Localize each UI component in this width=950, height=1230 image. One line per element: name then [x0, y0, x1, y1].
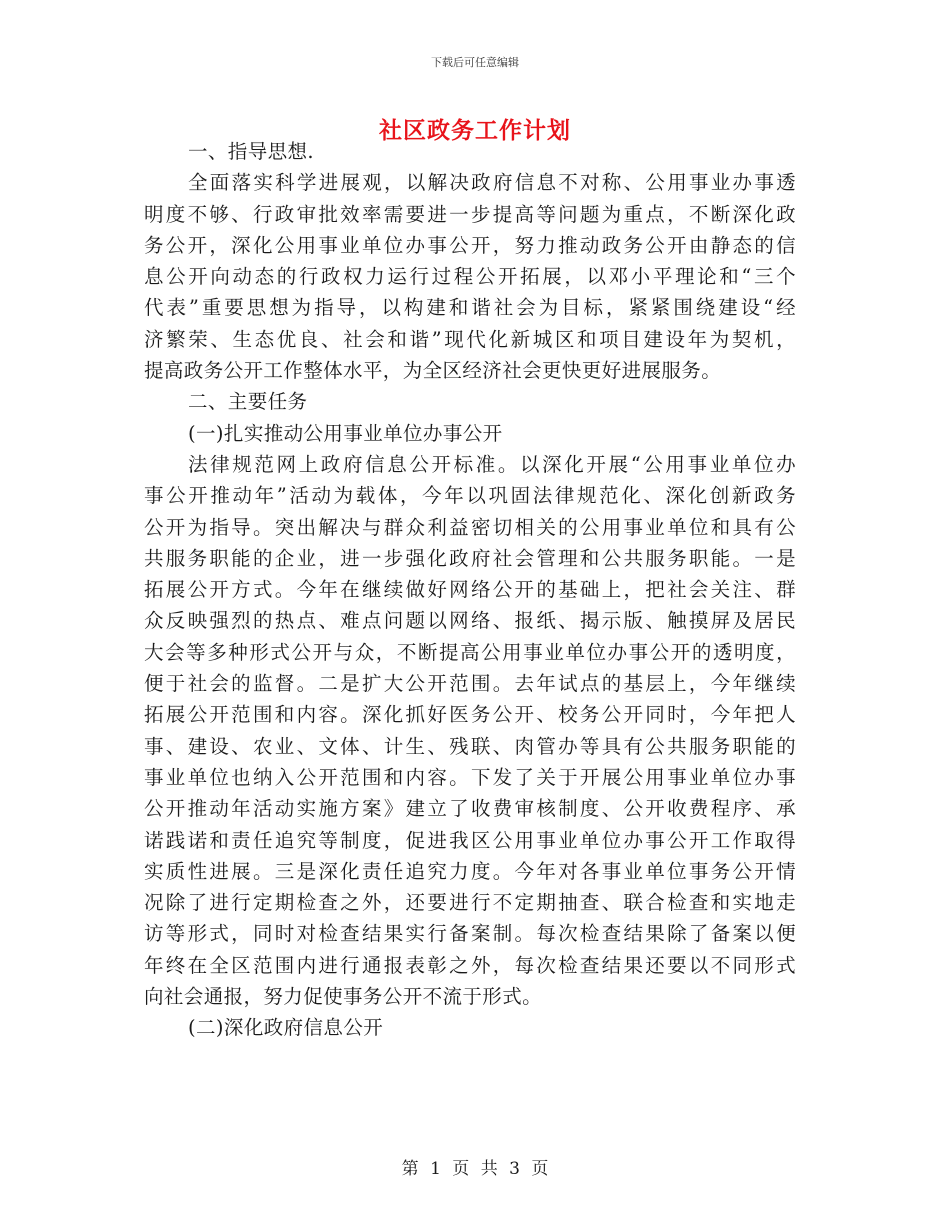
paragraph-line: 拓展公开方式。今年在继续做好网络公开的基础上，把社会关注、群 — [144, 578, 796, 602]
paragraph-line: 诺践诺和责任追究等制度，促进我区公用事业单位办事公开工作取得 — [144, 828, 796, 852]
section-heading: 一、指导思想. — [188, 140, 314, 163]
paragraph-line: 法律规范网上政府信息公开标准。以深化开展“公用事业单位办 — [188, 452, 796, 476]
paragraph-line: 息公开向动态的行政权力运行过程公开拓展，以邓小平理论和“三个 — [144, 265, 796, 289]
paragraph-line: 况除了进行定期检查之外，还要进行不定期抽查、联合检查和实地走 — [144, 891, 796, 915]
paragraph-line: 代表”重要思想为指导，以构建和谐社会为目标，紧紧围绕建设“经 — [144, 296, 796, 320]
section-heading: 二、主要任务 — [188, 390, 308, 414]
paragraph-line: 公开为指导。突出解决与群众利益密切相关的公用事业单位和具有公 — [144, 515, 796, 539]
subsection-heading: (二)深化政府信息公开 — [188, 1016, 384, 1040]
paragraph-line: 众反映强烈的热点、难点问题以网络、报纸、揭示版、触摸屏及居民 — [144, 609, 796, 633]
paragraph-line: 拓展公开范围和内容。深化抓好医务公开、校务公开同时，今年把人 — [144, 703, 796, 727]
paragraph-line: 公开推动年活动实施方案》建立了收费审核制度、公开收费程序、承 — [144, 797, 796, 821]
paragraph-line: 提高政务公开工作整体水平，为全区经济社会更快更好进展服务。 — [144, 359, 722, 383]
paragraph-line: 事业单位也纳入公开范围和内容。下发了关于开展公用事业单位办事 — [144, 765, 796, 789]
paragraph-line: 务公开，深化公用事业单位办事公开，努力推动政务公开由静态的信 — [144, 233, 796, 257]
paragraph-line: 全面落实科学进展观，以解决政府信息不对称、公用事业办事透 — [188, 171, 796, 195]
subsection-heading: (一)扎实推动公用事业单位办事公开 — [188, 421, 503, 445]
paragraph-line: 共服务职能的企业，进一步强化政府社会管理和公共服务职能。一是 — [144, 546, 796, 570]
paragraph-line: 向社会通报，努力促使事务公开不流于形式。 — [144, 985, 543, 1009]
paragraph-line: 事公开推动年”活动为载体，今年以巩固法律规范化、深化创新政务 — [144, 484, 796, 508]
paragraph-line: 事、建设、农业、文体、计生、残联、肉管办等具有公共服务职能的 — [144, 734, 796, 758]
page-number: 第 1 页 共 3 页 — [401, 1159, 549, 1179]
paragraph-line: 便于社会的监督。二是扩大公开范围。去年试点的基层上，今年继续 — [144, 672, 796, 696]
paragraph-line: 年终在全区范围内进行通报表彰之外，每次检查结果还要以不同形式 — [144, 953, 796, 977]
paragraph-line: 明度不够、行政审批效率需要进一步提高等问题为重点，不断深化政 — [144, 202, 796, 226]
paragraph-line: 实质性进展。三是深化责任追究力度。今年对各事业单位事务公开情 — [144, 859, 796, 883]
paragraph-line: 访等形式，同时对检查结果实行备案制。每次检查结果除了备案以便 — [144, 922, 796, 946]
paragraph-line: 大会等多种形式公开与众，不断提高公用事业单位办事公开的透明度， — [144, 640, 796, 664]
document-title: 社区政务工作计划 — [379, 117, 571, 144]
paragraph-line: 济繁荣、生态优良、社会和谐”现代化新城区和项目建设年为契机， — [144, 327, 796, 351]
header-note: 下载后可任意编辑 — [431, 56, 519, 69]
document-body — [144, 136, 796, 1044]
